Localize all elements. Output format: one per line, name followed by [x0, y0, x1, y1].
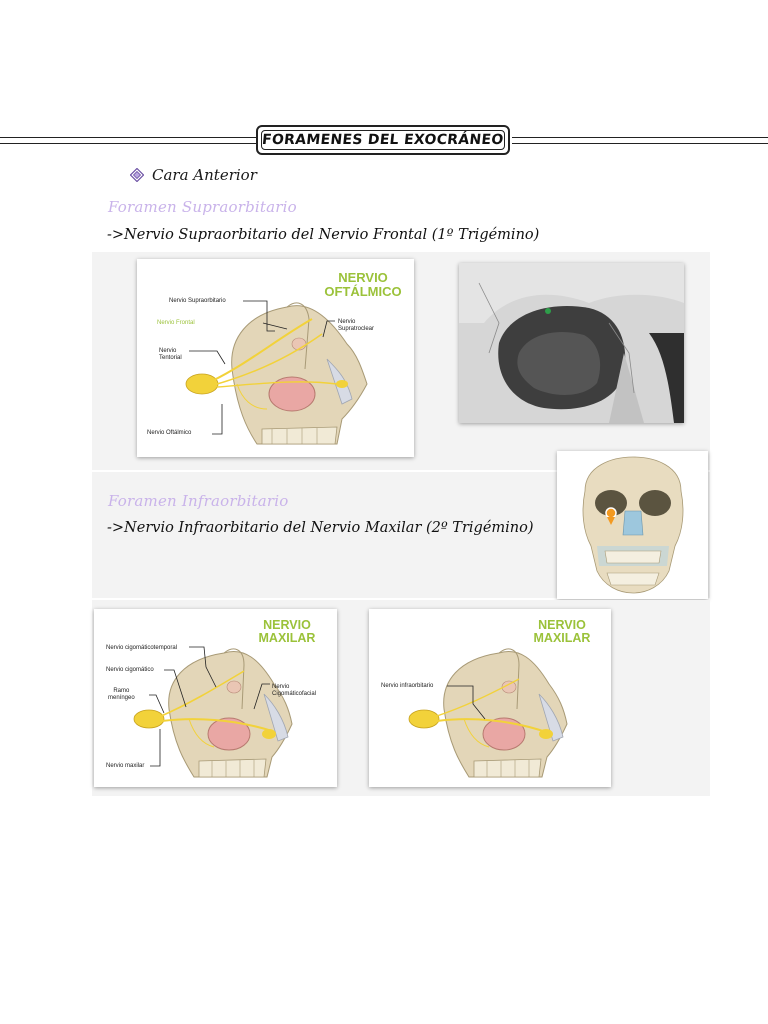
maxillary-right-title-line1: NERVIO: [538, 618, 586, 632]
ophthalmic-title-line1: NERVIO: [338, 270, 388, 285]
frontal-skull-figure: [557, 451, 708, 599]
frontal-skull-illustration: [557, 451, 708, 599]
label-frontal-nerve: Nervio Frontal: [157, 320, 195, 326]
title-banner: [256, 125, 510, 155]
label-meningeal-branch: [108, 688, 135, 701]
infraorbital-foramen-marker: [606, 508, 616, 518]
label-supraorbital-nerve: Nervio Supraorbitario: [169, 298, 226, 304]
label-zygomaticofacial-nerve: [272, 684, 316, 697]
ophthalmic-nerve-figure: [137, 259, 414, 457]
label-meningeal-line2: meníngeo: [108, 694, 135, 701]
maxillary-right-title-line2: MAXILAR: [533, 631, 591, 646]
label-zygomaticotemporal-nerve: Nervio cigomáticotemporal: [106, 645, 178, 651]
label-zygomatic-nerve: Nervio cigomático: [106, 667, 154, 673]
page-title: FORAMENES DEL EXOCRÁNEO: [261, 132, 505, 148]
maxillary-nerve-figure-left: [94, 609, 337, 787]
label-tentorial-line1: Nervio: [159, 348, 177, 354]
label-tentorial-line2: Tentorial: [159, 354, 182, 361]
maxillary-nerve-figure-right: [369, 609, 611, 787]
maxillary-right-figure-title: [517, 619, 607, 645]
label-tentorial-nerve: [159, 348, 182, 361]
orbit-photo-illustration: [459, 263, 684, 423]
label-supratrochlear-line1: Nervio: [338, 319, 356, 325]
infraorbital-nerve-line: ->Nervio Infraorbitario del Nervio Maxilar (2º Trigémino): [107, 520, 534, 536]
label-ophthalmic-nerve: Nervio Oftálmico: [147, 430, 192, 436]
label-zygomaticofacial-line1: Nervio: [272, 684, 290, 690]
label-supratrochlear-nerve: [338, 319, 374, 332]
infraorbital-heading: Foramen Infraorbitario: [108, 492, 289, 510]
label-maxillary-nerve: Nervio maxilar: [106, 763, 145, 769]
orbit-photo: [459, 263, 684, 423]
label-infraorbital-nerve: Nervio infraorbitario: [381, 683, 434, 689]
title-rule-left: [0, 137, 256, 144]
label-meningeal-line1: Ramo: [113, 688, 130, 694]
supraorbital-heading: Foramen Supraorbitario: [108, 198, 297, 216]
label-supratrochlear-line2: Supratroclear: [338, 325, 375, 332]
supraorbital-foramen-marker: [545, 308, 551, 314]
supraorbital-nerve-line: ->Nervio Supraorbitario del Nervio Frontal (1º Trigémino): [107, 227, 540, 243]
section-title: Cara Anterior: [152, 166, 257, 184]
maxillary-left-title-line1: NERVIO: [263, 618, 311, 632]
ophthalmic-title-line2: OFTÁLMICO: [324, 283, 402, 299]
maxillary-left-title-line2: MAXILAR: [258, 631, 316, 646]
label-zygomaticofacial-line2: Cigomáticofacial: [272, 690, 317, 697]
maxillary-left-figure-title: [242, 619, 332, 645]
section-bullet: [130, 166, 257, 184]
title-rule-right: [512, 137, 768, 144]
ophthalmic-figure-title: [315, 271, 411, 298]
diamond-bullet-icon: [130, 168, 144, 182]
